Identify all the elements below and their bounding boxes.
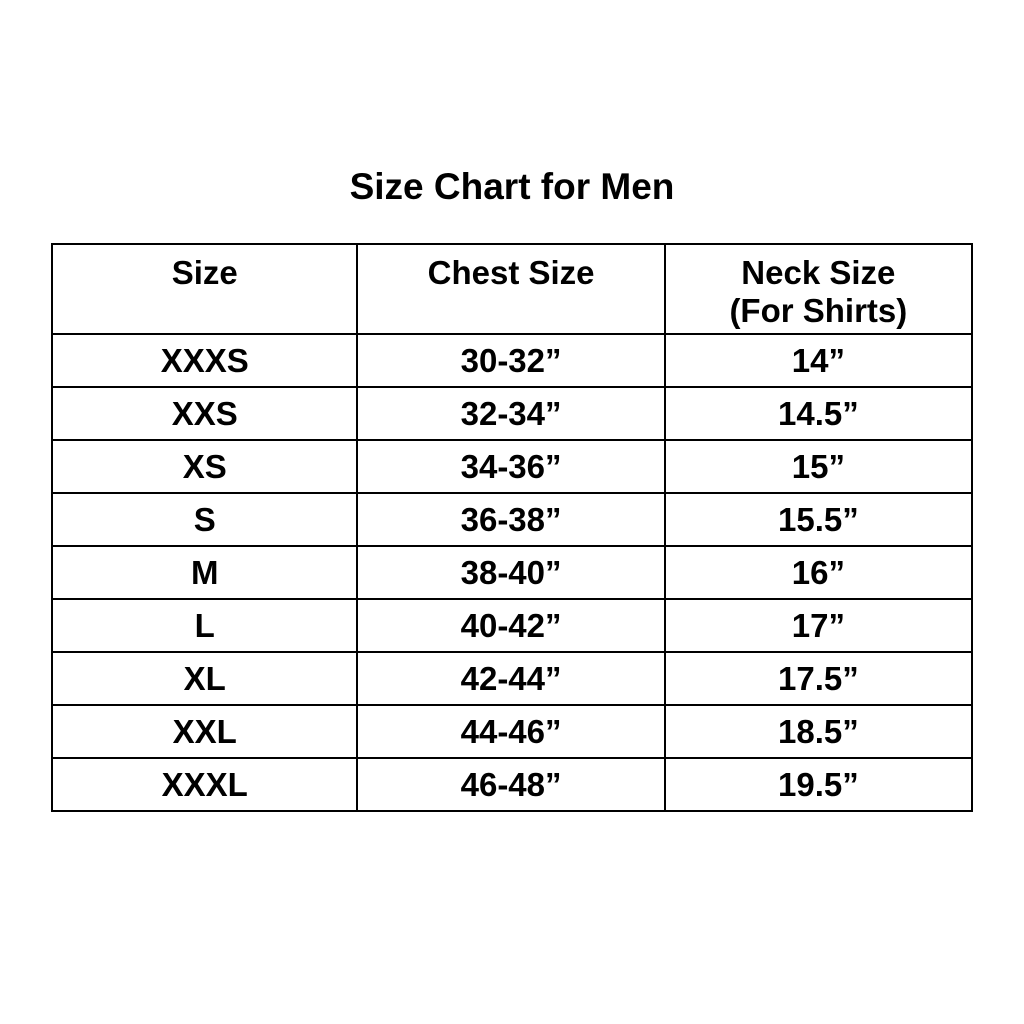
size-cell: XL	[52, 652, 357, 705]
chest-cell: 42-44”	[357, 652, 664, 705]
header-chest-label: Chest Size	[427, 254, 595, 291]
chest-cell: 34-36”	[357, 440, 664, 493]
table-row	[52, 599, 972, 652]
chest-cell: 44-46”	[357, 705, 664, 758]
size-cell: L	[52, 599, 357, 652]
page-title: Size Chart for Men	[349, 166, 675, 207]
header-row	[52, 244, 972, 334]
neck-cell: 18.5”	[665, 705, 972, 758]
size-cell: XXXL	[52, 758, 357, 811]
table-row	[52, 652, 972, 705]
neck-cell: 17.5”	[665, 652, 972, 705]
table-row	[52, 387, 972, 440]
size-cell: M	[52, 546, 357, 599]
chest-cell: 40-42”	[357, 599, 664, 652]
chest-cell: 46-48”	[357, 758, 664, 811]
size-cell: XXL	[52, 705, 357, 758]
table-row	[52, 493, 972, 546]
header-neck	[665, 244, 972, 334]
table-row	[52, 546, 972, 599]
header-size	[52, 244, 357, 334]
header-size-label: Size	[171, 254, 238, 291]
table-row	[52, 334, 972, 387]
header-neck-subline: (For Shirts)	[729, 292, 908, 329]
neck-cell: 14.5”	[665, 387, 972, 440]
chest-cell: 32-34”	[357, 387, 664, 440]
neck-cell: 19.5”	[665, 758, 972, 811]
chest-cell: 36-38”	[357, 493, 664, 546]
neck-cell: 17”	[665, 599, 972, 652]
neck-cell: 16”	[665, 546, 972, 599]
neck-cell: 15.5”	[665, 493, 972, 546]
neck-cell: 14”	[665, 334, 972, 387]
chest-cell: 38-40”	[357, 546, 664, 599]
table-row	[52, 440, 972, 493]
table-row	[52, 758, 972, 811]
neck-cell: 15”	[665, 440, 972, 493]
header-neck-label: Neck Size	[741, 254, 896, 291]
size-cell: XS	[52, 440, 357, 493]
size-cell: S	[52, 493, 357, 546]
chest-cell: 30-32”	[357, 334, 664, 387]
table-row	[52, 705, 972, 758]
size-cell: XXS	[52, 387, 357, 440]
size-chart-table	[51, 243, 973, 812]
size-cell: XXXS	[52, 334, 357, 387]
header-chest	[357, 244, 664, 334]
